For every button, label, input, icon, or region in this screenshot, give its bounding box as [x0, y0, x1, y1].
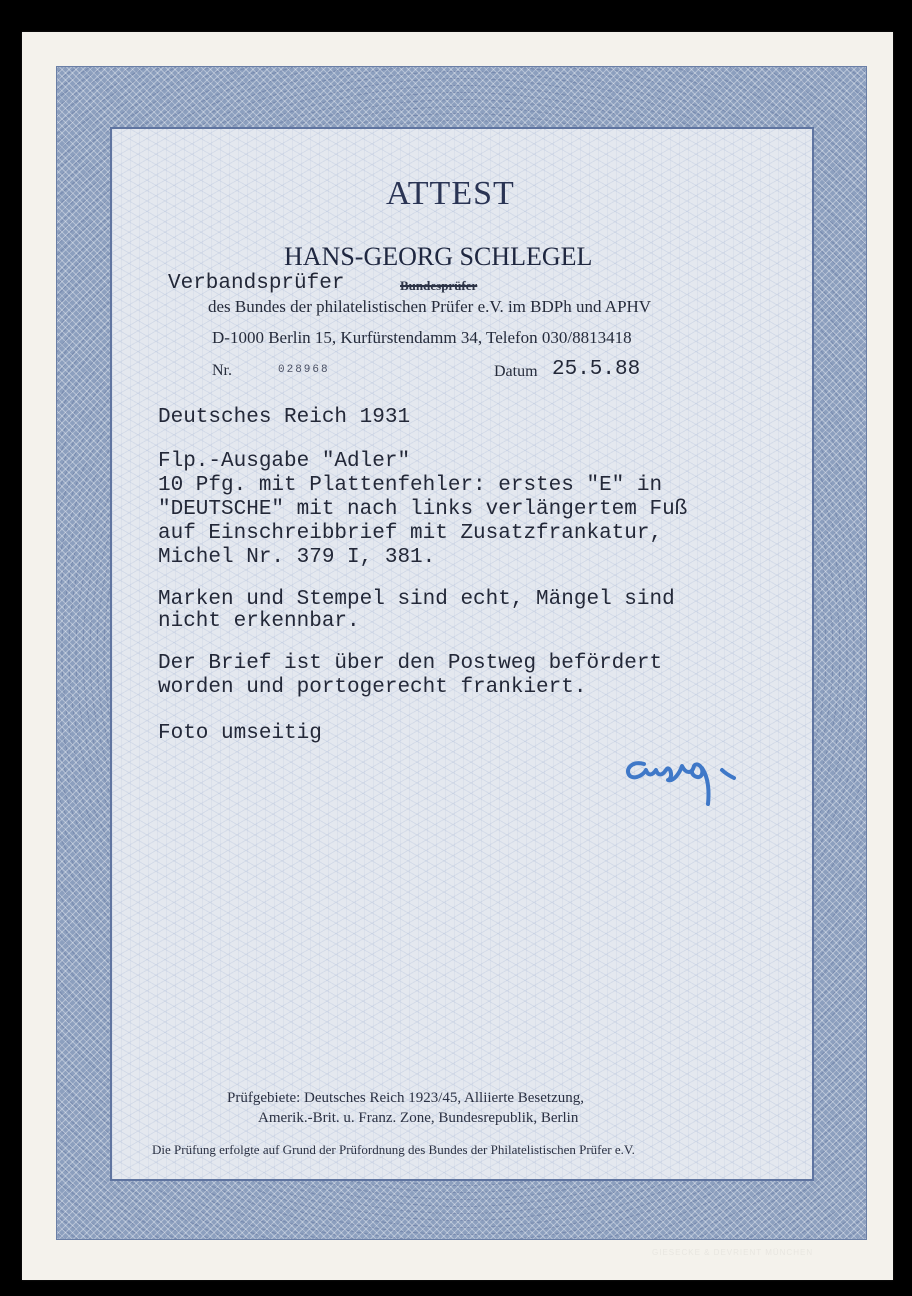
number-label: Nr. — [212, 362, 232, 379]
date-value: 25.5.88 — [552, 358, 641, 381]
item-heading: Deutsches Reich 1931 — [158, 406, 411, 429]
body-line: Michel Nr. 379 I, 381. — [158, 546, 436, 569]
certificate-sheet — [22, 32, 893, 1280]
body-line: Der Brief ist über den Postweg befördert — [158, 652, 663, 675]
body-line: Flp.-Ausgabe "Adler" — [158, 450, 411, 473]
body-line: worden und portogerecht frankiert. — [158, 676, 587, 699]
body-line: auf Einschreibbrief mit Zusatzfrankatur, — [158, 522, 663, 545]
body-line: nicht erkennbar. — [158, 610, 360, 633]
certificate-number: 028968 — [278, 364, 330, 376]
body-line: 10 Pfg. mit Plattenfehler: erstes "E" in — [158, 474, 663, 497]
body-line: Marken und Stempel sind echt, Mängel sind — [158, 588, 675, 611]
examiner-signature — [622, 756, 762, 826]
photo-note: Foto umseitig — [158, 722, 322, 745]
footer-regulation: Die Prüfung erfolgte auf Grund der Prüfordnung des Bundes der Philatelistischen Prüfer e.V. — [152, 1142, 635, 1157]
examiner-role: Verbandsprüfer — [168, 272, 345, 295]
struck-role: Bundesprüfer — [400, 278, 478, 293]
footer-areas-line: Amerik.-Brit. u. Franz. Zone, Bundesrepublik, Berlin — [258, 1110, 579, 1126]
body-line: "DEUTSCHE" mit nach links verlängertem Fuß — [158, 498, 688, 521]
certificate-title: ATTEST — [386, 175, 515, 212]
address-line: D-1000 Berlin 15, Kurfürstendamm 34, Telefon 030/8813418 — [212, 328, 632, 347]
footer-areas-line: Prüfgebiete: Deutsches Reich 1923/45, Alliierte Besetzung, — [227, 1090, 584, 1106]
examiner-name: HANS-GEORG SCHLEGEL — [284, 242, 593, 271]
printer-imprint: GIESECKE & DEVRIENT MÜNCHEN — [652, 1248, 814, 1257]
date-label: Datum — [494, 363, 538, 380]
association-line: des Bundes der philatelistischen Prüfer e.V. im BDPh und APHV — [208, 297, 652, 316]
